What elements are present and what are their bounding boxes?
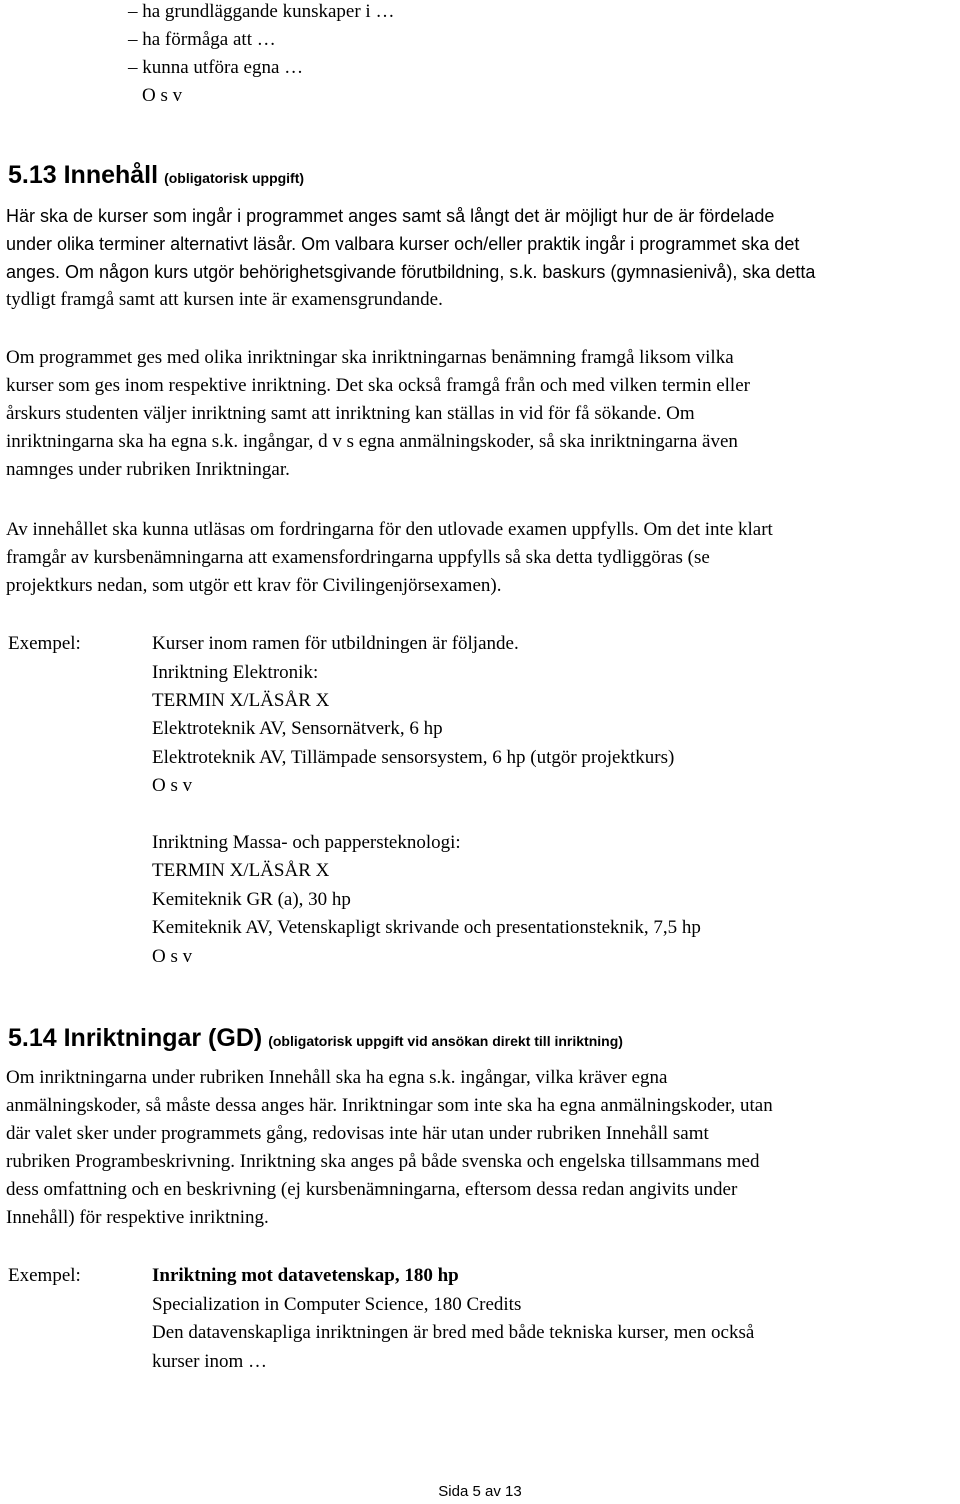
text-line: projektkurs nedan, som utgör ett krav för Civilingenjörsexamen). <box>6 575 502 596</box>
text-line: dess omfattning och en beskrivning (ej kursbenämningarna, eftersom dessa redan angivits under <box>6 1179 738 1200</box>
section-heading-5-13 <box>8 161 304 190</box>
page-number: Sida 5 av 13 <box>438 1483 522 1500</box>
example-line: Elektroteknik AV, Tillämpade sensorsystem, 6 hp (utgör projektkurs) <box>152 747 675 768</box>
list-item: – ha förmåga att … <box>128 29 276 50</box>
example-line: kurser inom … <box>152 1351 268 1372</box>
list-osv: O s v <box>142 85 183 106</box>
paragraph-4 <box>6 1064 956 1232</box>
example-line: TERMIN X/LÄSÅR X <box>152 860 330 881</box>
example-line: Kemiteknik AV, Vetenskapligt skrivande och presentationsteknik, 7,5 hp <box>152 917 701 938</box>
list-item: – kunna utföra egna … <box>128 57 304 78</box>
example-line: Inriktning Massa- och pappersteknologi: <box>152 832 461 853</box>
text-line: där valet sker under programmets gång, redovisas inte här utan under rubriken Innehåll samt <box>6 1123 709 1144</box>
text-line: namnges under rubriken Inriktningar. <box>6 459 290 480</box>
paragraph-3 <box>6 516 956 600</box>
text-line: årskurs studenten väljer inriktning samt att inriktning kan ställas in vid för få sökande. Om <box>6 403 695 424</box>
text-line: framgår av kursbenämningarna att examensfordringarna uppfylls så ska detta tydliggöras (se <box>6 547 710 568</box>
example-line: TERMIN X/LÄSÅR X <box>152 690 330 711</box>
example-line: Den datavenskapliga inriktningen är bred med både tekniska kurser, men också <box>152 1322 755 1343</box>
example-line: Specialization in Computer Science, 180 Credits <box>152 1294 522 1315</box>
example-line: O s v <box>152 775 193 796</box>
text-line: tydligt framgå samt att kursen inte är examensgrundande. <box>6 289 443 310</box>
text-line: Innehåll) för respektive inriktning. <box>6 1207 269 1228</box>
section-note: (obligatorisk uppgift) <box>164 170 305 186</box>
text-line: Om programmet ges med olika inriktningar ska inriktningarnas benämning framgå liksom vilka <box>6 347 734 368</box>
section-title: 5.14 Inriktningar (GD) <box>8 1024 263 1052</box>
example-line: Elektroteknik AV, Sensornätverk, 6 hp <box>152 718 443 739</box>
text-line: inriktningarna ska ha egna s.k. ingångar, d v s egna anmälningskoder, så ska inriktningarna även <box>6 431 738 452</box>
example-label: Exempel: <box>8 633 81 654</box>
text-line: anmälningskoder, så måste dessa anges här. Inriktningar som inte ska ha egna anmälningskoder, utan <box>6 1095 773 1116</box>
text-line: Av innehållet ska kunna utläsas om fordringarna för den utlovade examen uppfylls. Om det inte klart <box>6 519 773 540</box>
example-line: O s v <box>152 946 193 967</box>
section-heading-5-14 <box>8 1024 623 1053</box>
text-line: rubriken Programbeskrivning. Inriktning ska anges på både svenska och engelska tillsammans med <box>6 1151 760 1172</box>
example-line: Inriktning Elektronik: <box>152 662 319 683</box>
section-title: 5.13 Innehåll <box>8 161 159 189</box>
example-label: Exempel: <box>8 1265 81 1286</box>
example-title: Inriktning mot datavetenskap, 180 hp <box>152 1265 459 1286</box>
text-line: anges. Om någon kurs utgör behörighetsgivande förutbildning, s.k. baskurs (gymnasienivå), ska detta <box>6 262 816 282</box>
text-line: Här ska de kurser som ingår i programmet anges samt så långt det är möjligt hur de är fördelade <box>6 206 775 226</box>
text-line: Om inriktningarna under rubriken Innehåll ska ha egna s.k. ingångar, vilka kräver egna <box>6 1067 668 1088</box>
list-item: – ha grundläggande kunskaper i … <box>128 1 395 22</box>
section-note: (obligatorisk uppgift vid ansökan direkt till inriktning) <box>268 1033 623 1049</box>
text-line: kurser som ges inom respektive inriktning. Det ska också framgå från och med vilken termin eller <box>6 375 750 396</box>
paragraph-1 <box>6 202 956 314</box>
example-line: Kemiteknik GR (a), 30 hp <box>152 889 351 910</box>
text-line: under olika terminer alternativt läsår. Om valbara kurser och/eller praktik ingår i programmet ska det <box>6 234 800 254</box>
example-line: Kurser inom ramen för utbildningen är följande. <box>152 633 519 654</box>
paragraph-2 <box>6 344 956 484</box>
